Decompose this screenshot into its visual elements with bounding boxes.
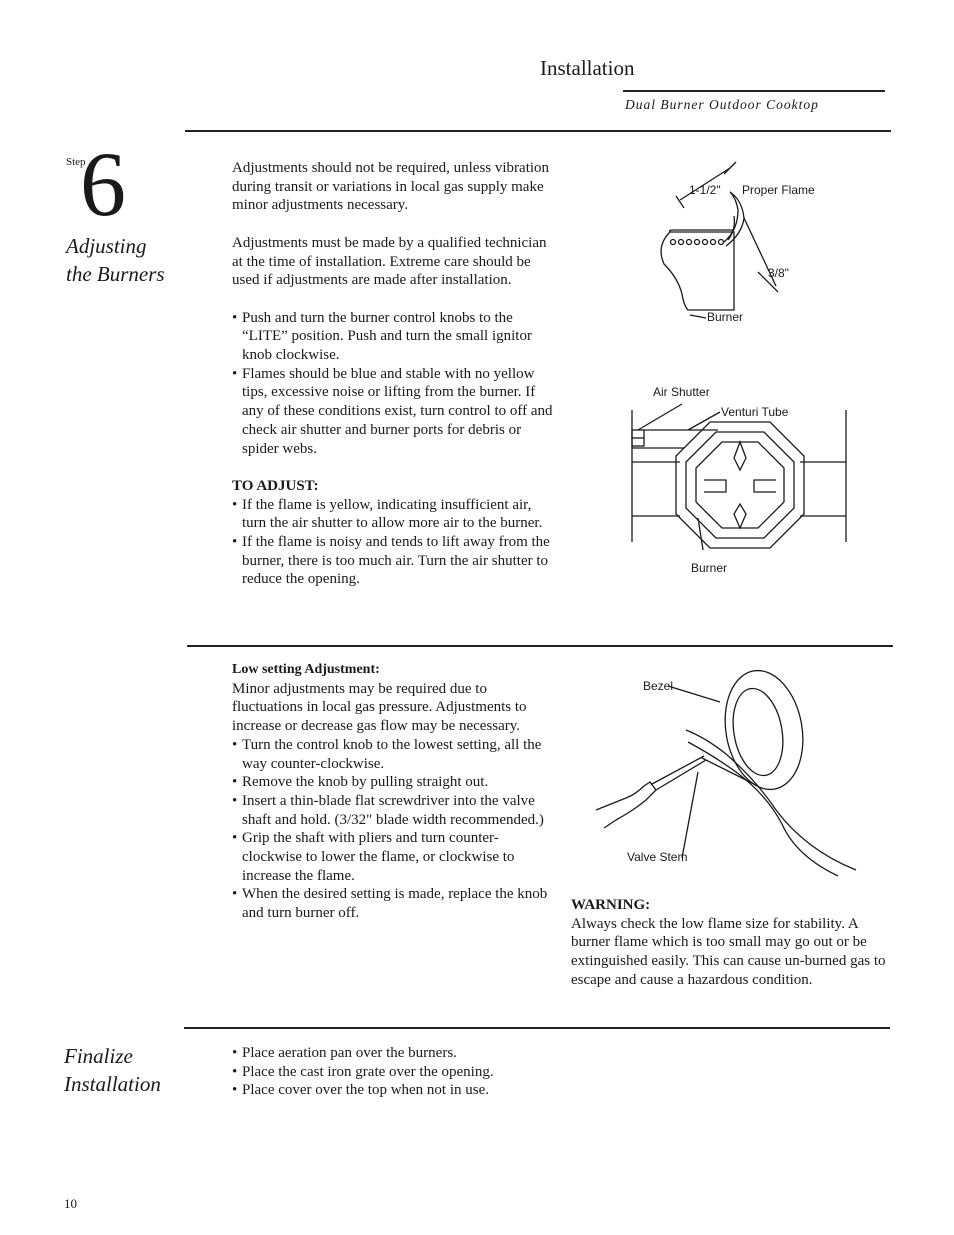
page-number: 10 [64,1196,77,1211]
leader-valve-stem [682,772,698,858]
label-proper-flame: Proper Flame [742,183,815,197]
section-title-adjusting [66,232,165,288]
label-burner-2: Burner [691,561,728,575]
finalize-list [232,1044,562,1100]
label-dim-3-8: 3/8" [768,266,789,280]
adjust-paragraph-2: Adjustments must be made by a qualified technician at the time of installation. Extreme care should be used if adjustments are made after installation. [232,234,547,289]
low-setting-text [232,661,556,923]
pliers-arm-upper [686,730,856,870]
list-item: • If the flame is yellow, indicating insufficient air, turn the air shutter to allow more air to the burner. [232,496,554,533]
header-rule [623,90,885,92]
adjust-paragraph-1: Adjustments should not be required, unless vibration during transit or variations in local gas supply make minor adjustments necessary. [232,160,550,214]
finalize-title-line1: Finalize [64,1044,133,1068]
step-word: Step [66,156,86,168]
venturi-tube-lower [632,462,846,516]
section-rule-middle [187,645,893,647]
finalize-title-line2: Installation [64,1072,161,1096]
warning-block [571,896,893,990]
finalize-text [232,1044,562,1100]
adjust-text [232,159,554,589]
page-title: Installation [540,56,635,80]
air-shutter-diagram [628,400,850,550]
section-title-finalize [64,1042,161,1098]
label-burner-1: Burner [707,310,744,324]
warning-text: Always check the low flame size for stability. A burner flame which is too small may go out or be extinguished easily. This can cause un-burned gas to escape and cause a hazardous condition. [571,915,886,988]
section-rule-top [185,130,891,132]
list-item: • When the desired setting is made, replace the knob and turn burner off. [232,885,556,922]
list-item: • Place aeration pan over the burners. [232,1044,562,1063]
low-setting-heading: Low setting Adjustment: [232,662,380,677]
burner-leader [690,315,706,318]
burner-ports [671,240,724,245]
label-dim-1-1-2: 1-1/2" [689,183,721,197]
low-setting-list [232,736,556,923]
section-rule-bottom [184,1027,890,1029]
to-adjust-heading: TO ADJUST: [232,477,319,494]
venturi-tube [632,430,718,462]
product-subtitle: Dual Burner Outdoor Cooktop [625,97,819,112]
to-adjust-list [232,496,554,590]
list-item: • Flames should be blue and stable with no yellow tips, excessive noise or lifting from the burner. If any of these conditions exist, turn control to off and check air shutter and burner ports for debris or spider webs. [232,365,554,459]
burner-octagon-mid [686,432,794,538]
step-number: 6 [80,133,126,235]
leader-bezel [668,686,720,702]
warning-heading: WARNING: [571,897,651,913]
burner-spokes-horizontal [704,480,776,492]
section-title-line2: the Burners [66,262,165,286]
list-item: • Remove the knob by pulling straight out. [232,773,556,792]
burner-octagon-inner [696,442,784,528]
list-item: • Turn the control knob to the lowest setting, all the way counter-clockwise. [232,736,556,773]
list-item: • Grip the shaft with pliers and turn counter-clockwise to lower the flame, or clockwise to increase the flame. [232,829,556,885]
list-item: • If the flame is noisy and tends to lift away from the burner, there is too much air. Turn the air shutter to reduce the opening. [232,533,554,589]
leader-air-shutter [638,404,682,430]
label-venturi-tube: Venturi Tube [721,405,789,419]
list-item: • Place cover over the top when not in use. [232,1081,562,1100]
list-item: • Insert a thin-blade flat screwdriver into the valve shaft and hold. (3/32" blade width recommended.) [232,792,556,829]
label-bezel: Bezel [643,679,674,693]
burner-spokes-vertical [734,442,746,528]
label-valve-stem: Valve Stem [627,850,688,864]
screwdriver-handle [596,782,656,828]
low-setting-intro: Minor adjustments may be required due to fluctuations in local gas pressure. Adjustments to increase or decrease gas flow may be necessary. [232,680,527,735]
adjust-bullet-list [232,309,554,459]
pliers-grip-teeth [702,758,754,784]
label-air-shutter: Air Shutter [653,385,710,399]
dim-tick-1b [724,162,736,174]
section-title-line1: Adjusting [66,234,147,258]
list-item: • Push and turn the burner control knobs to the “LITE” position. Push and turn the small ignitor knob clockwise. [232,309,554,365]
list-item: • Place the cast iron grate over the opening. [232,1063,562,1082]
